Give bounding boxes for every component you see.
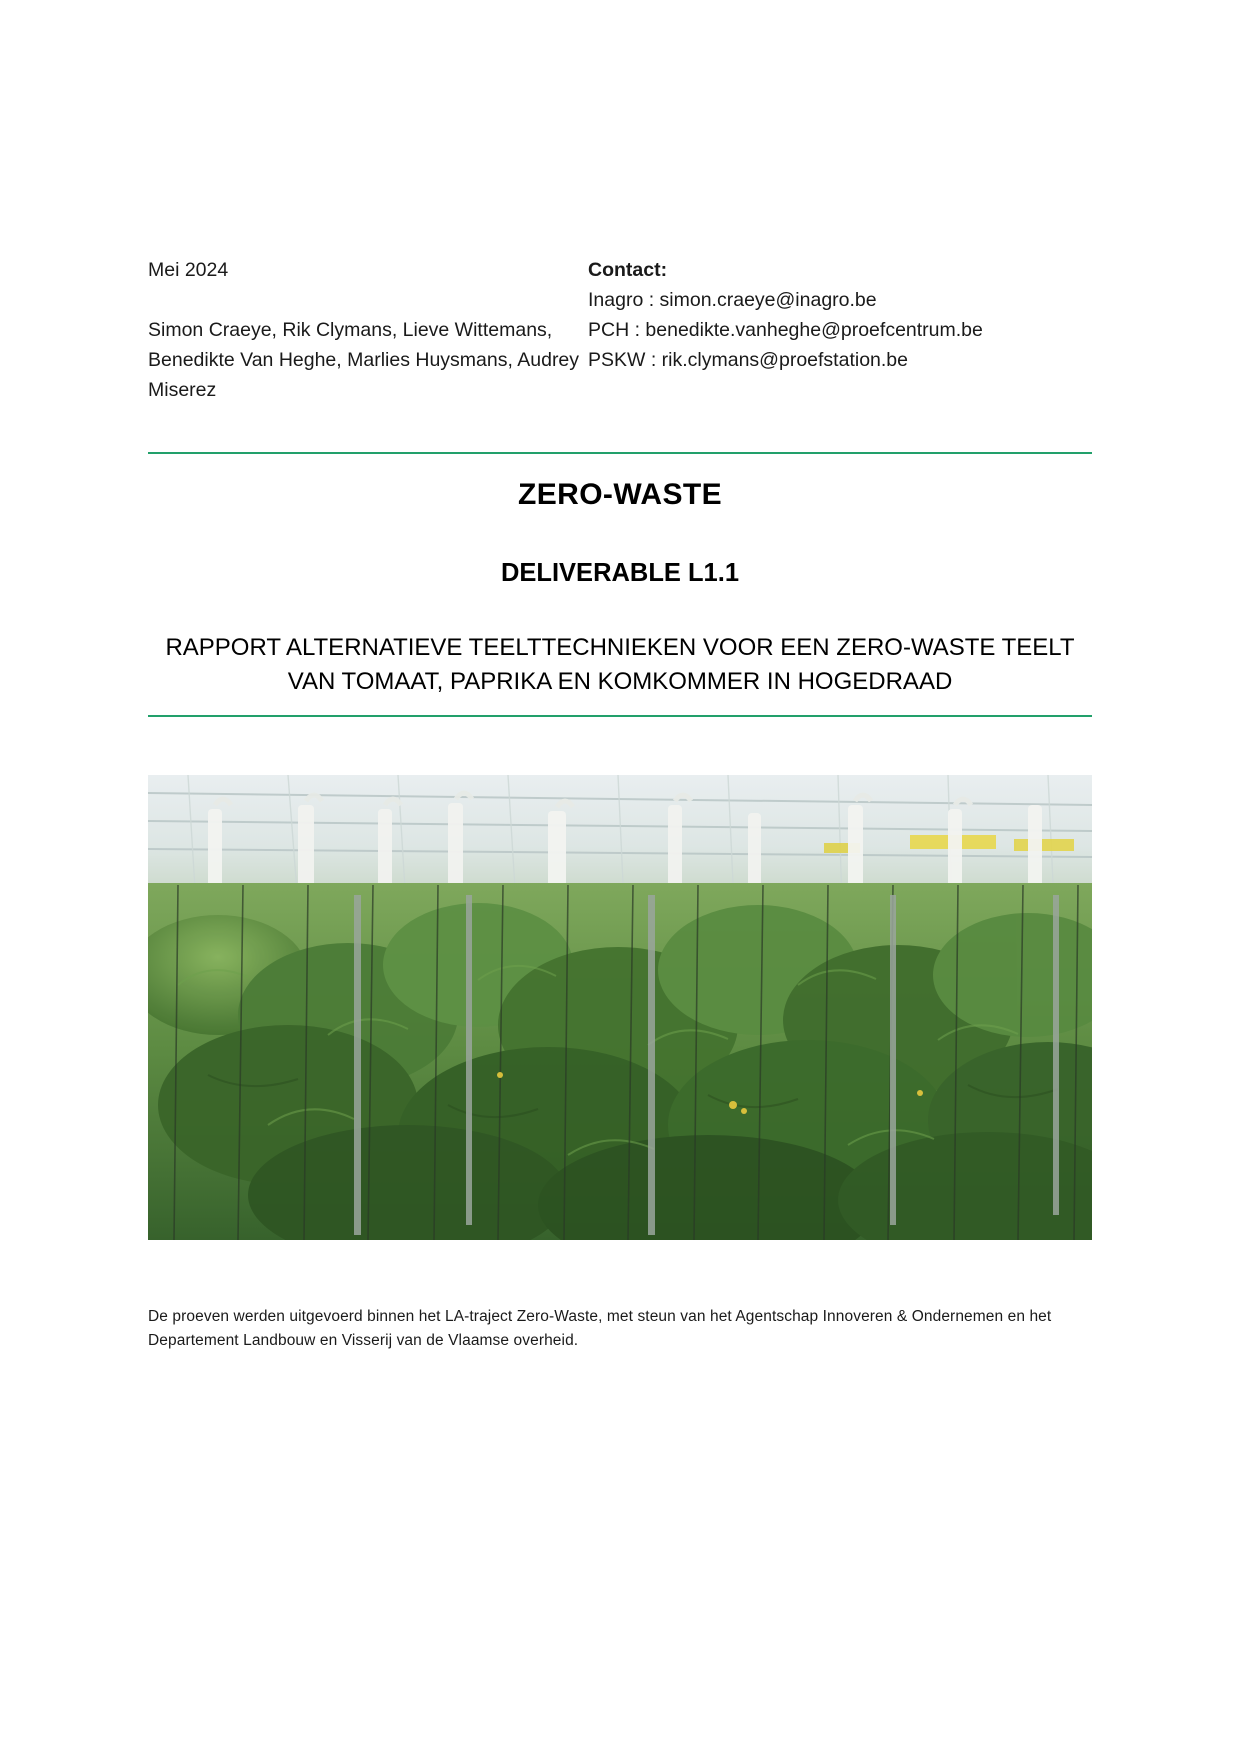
greenhouse-tomato-crop-photo [148, 775, 1092, 1240]
contact-inagro: Inagro : simon.craeye@inagro.be [588, 289, 877, 311]
contact-pskw: PSKW : rik.clymans@proefstation.be [588, 349, 908, 371]
report-subtitle: RAPPORT ALTERNATIEVE TEELTTECHNIEKEN VOOR EEN ZERO-WASTE TEELT VAN TOMAAT, PAPRIKA EN KOMKOMMER IN HOGEDRAAD [165, 634, 1075, 695]
cover-photo [148, 775, 1092, 1240]
publication-date: Mei 2024 [148, 259, 229, 281]
contact-pch: PCH : benedikte.vanheghe@proefcentrum.be [588, 319, 983, 341]
meta-left-column [148, 255, 588, 405]
header-meta-block [148, 255, 1092, 405]
project-title: ZERO-WASTE [518, 478, 722, 511]
funding-caption: De proeven werden uitgevoerd binnen het LA-traject Zero-Waste, met steun van het Agentschap Innoveren & Ondernemen en het Departement Landbouw en Visserij van de Vlaamse overheid. [148, 1308, 1052, 1349]
divider-bottom [148, 715, 1092, 717]
author-list: Simon Craeye, Rik Clymans, Lieve Wittemans, Benedikte Van Heghe, Marlies Huysmans, Audrey Miserez [148, 319, 580, 401]
contact-label: Contact: [588, 259, 668, 281]
deliverable-title: DELIVERABLE L1.1 [500, 559, 740, 587]
meta-right-column [588, 255, 1088, 375]
divider-top [148, 452, 1092, 454]
title-area [148, 466, 1092, 699]
